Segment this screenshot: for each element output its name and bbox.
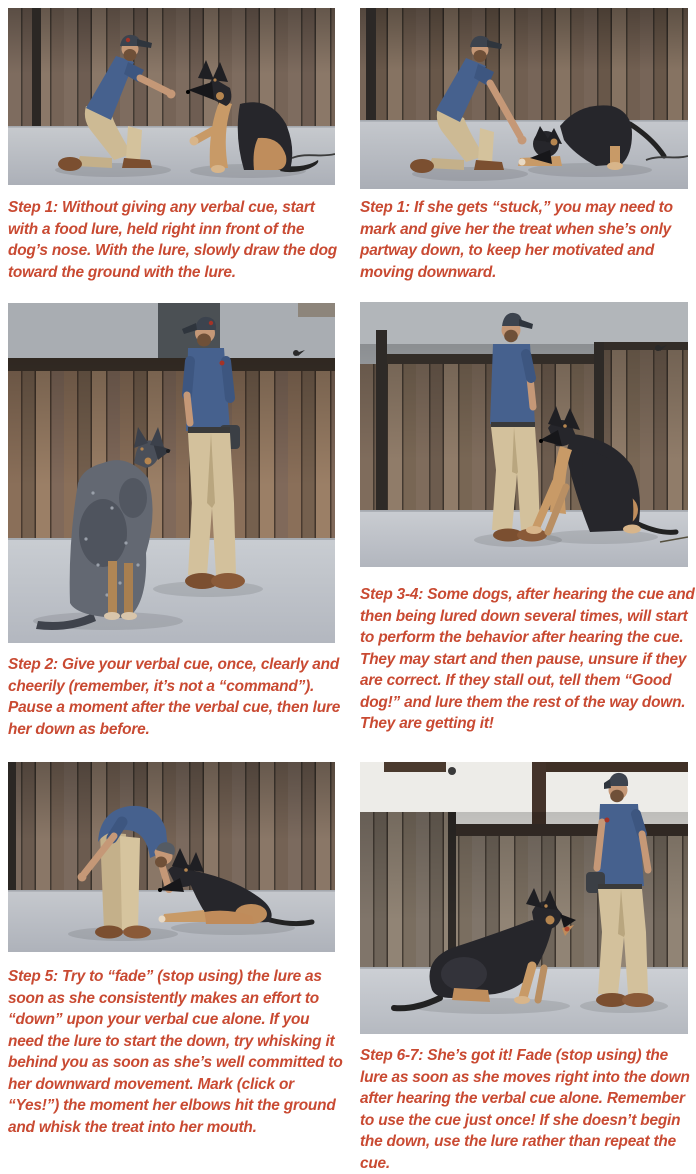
- photo-step2-verbal-cue: [8, 303, 335, 643]
- photo-step1-lure-illustration: [8, 8, 335, 185]
- photo-step5-illustration: [8, 762, 335, 952]
- photo-step5: [8, 762, 335, 952]
- photo-step3-4: [360, 302, 688, 567]
- photo-step1-stuck: [360, 8, 688, 189]
- caption-step3-4: Step 3-4: Some dogs, after hearing the cue and then being lured down several times, will start to perform the behavior after hearing the cue. They may start and then pause, unsure if they are correct. If they stall out, tell them “Good dog!” and lure them the rest of the way down. They are getting it!: [360, 586, 695, 732]
- caption-step2: Step 2: Give your verbal cue, once, clearly and cheerily (remember, it’s not a “command”). Pause a moment after the verbal cue, then lure her down as before.: [8, 656, 341, 738]
- fence-background: [8, 8, 335, 128]
- photo-step1-lure: [8, 8, 335, 185]
- building-and-fence-background: [8, 303, 335, 540]
- caption-step1-lure: Step 1: Without giving any verbal cue, start with a food lure, held right inn front of the dog’s nose. With the lure, slowly draw the dog toward the ground with the lure.: [8, 199, 338, 281]
- caption-step1-stuck: Step 1: If she gets “stuck,” you may need to mark and give her the treat when she’s only partway down, to keep her motivated and moving downward.: [360, 199, 673, 281]
- caption-step6-7: Step 6-7: She’s got it! Fade (stop using) the lure as soon as she moves right into the down after hearing the verbal cue alone. Remember to use the cue just once! If she doesn’t begin the down, use the lure rather than repeat the cue.: [360, 1047, 690, 1172]
- caption-step5: Step 5: Try to “fade” (stop using) the lure as soon as she consistently makes an effort to “down” upon your verbal cue alone. If you need the lure to start the down, try whisking it behind you as soon as she’s well committed to her downward movement. Mark (click or “Yes!”) the moment her elbows hit the ground and whisk the treat into her mouth.: [8, 968, 343, 1136]
- photo-step6-7: [360, 762, 688, 1034]
- fence-background: [360, 8, 688, 122]
- photo-step3-4-illustration: [360, 302, 688, 567]
- photo-step2-illustration: [8, 303, 335, 643]
- photo-step1-stuck-illustration: [360, 8, 688, 189]
- photo-step6-7-illustration: [360, 762, 688, 1034]
